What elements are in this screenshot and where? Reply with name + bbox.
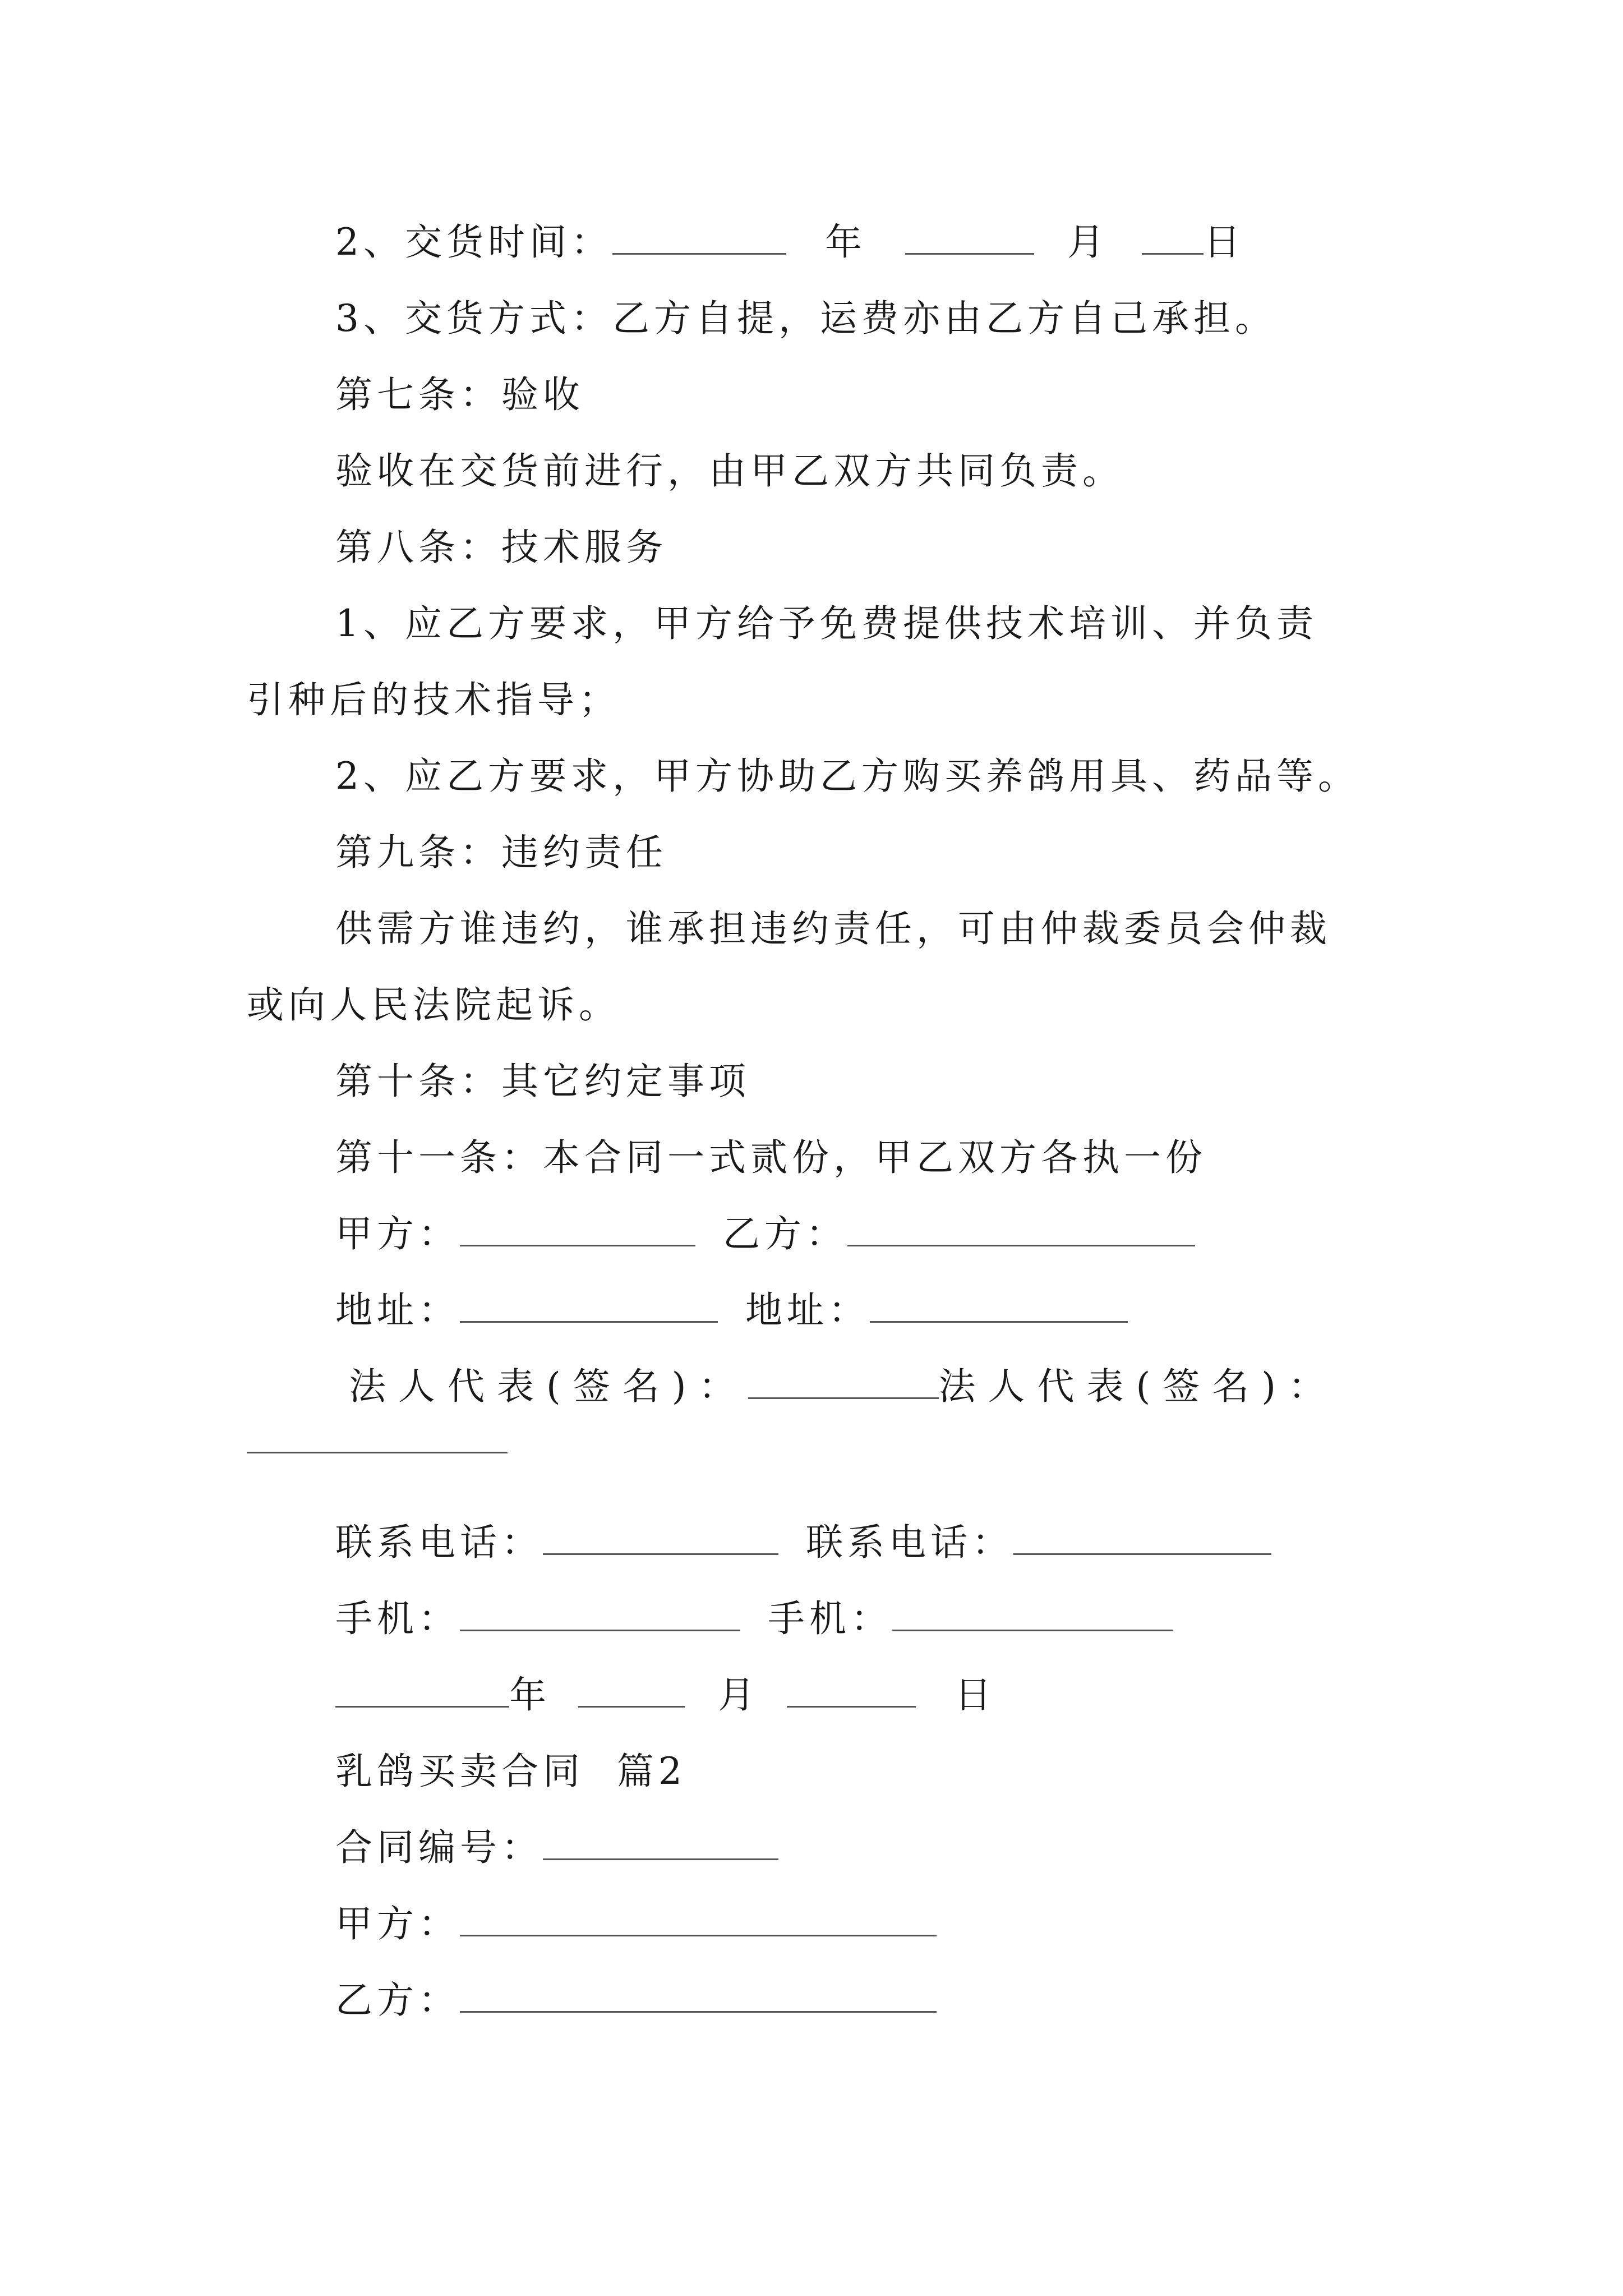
date-year-blank (335, 1673, 509, 1708)
article-7-body: 验收在交货前进行，由甲乙双方共同负责。 (335, 449, 1124, 493)
phone-b-blank (1013, 1521, 1271, 1555)
address-b-label: 地址： (745, 1289, 870, 1332)
article-8-item-2: 2、应乙方要求，甲方协助乙方购买养鸽用具、药品等。 (335, 754, 1359, 798)
date-day-label: 日 (954, 1673, 996, 1717)
date-day-blank (787, 1673, 916, 1708)
delivery-day-label: 日 (1203, 220, 1245, 264)
legal-rep-b-blank (247, 1446, 508, 1453)
date-year-label: 年 (509, 1673, 551, 1717)
delivery-day-blank (1142, 220, 1204, 255)
article-9-body-cont: 或向人民法院起诉。 (247, 983, 620, 1027)
contract-2-title: 乳鸽买卖合同 篇2 (335, 1750, 686, 1793)
article-8-item-1-cont: 引种后的技术指导； (247, 678, 620, 721)
mobile-b-label: 手机： (767, 1597, 892, 1640)
article-8-item-1: 1、应乙方要求，甲方给予免费提供技术培训、并负责 (335, 602, 1318, 645)
party-a-label: 甲方： (335, 1212, 460, 1255)
c2-party-a-line (335, 1902, 937, 1947)
article-11: 第十一条：本合同一式贰份，甲乙双方各执一份 (335, 1136, 1207, 1179)
article-9-title: 第九条：违约责任 (335, 831, 667, 874)
date-month-label: 月 (717, 1673, 759, 1717)
phone-b-label: 联系电话： (805, 1521, 1013, 1564)
legal-rep-a-blank (748, 1365, 939, 1399)
c2-party-b-line (335, 1978, 937, 2023)
contract-number-blank (543, 1826, 778, 1860)
c2-party-b-label: 乙方： (335, 1978, 460, 2022)
phone-a-blank (543, 1521, 778, 1555)
contract-number-line (335, 1825, 778, 1870)
date-line (335, 1673, 996, 1718)
address-b-blank (870, 1289, 1128, 1323)
date-month-blank (578, 1673, 685, 1708)
phone-line (335, 1520, 1271, 1565)
delivery-time-label: 2、交货时间： (335, 220, 612, 264)
c2-party-a-label: 甲方： (335, 1902, 460, 1945)
c2-party-b-blank (460, 1978, 937, 2013)
address-line (335, 1288, 1128, 1333)
delivery-time-line (335, 220, 1245, 265)
legal-rep-a-label: 法人代表(签名)： (349, 1365, 748, 1408)
delivery-year-label: 年 (824, 220, 866, 264)
delivery-month-blank (905, 220, 1034, 255)
mobile-line (335, 1596, 1173, 1641)
address-a-label: 地址： (335, 1289, 460, 1332)
article-8-title: 第八条：技术服务 (335, 526, 667, 569)
legal-rep-b-label: 法人代表(签名)： (938, 1365, 1338, 1408)
article-9-body: 供需方谁违约，谁承担违约责任，可由仲裁委员会仲裁 (335, 907, 1331, 950)
delivery-month-label: 月 (1067, 220, 1109, 264)
article-7-title: 第七条：验收 (335, 373, 584, 416)
legal-rep-line (349, 1364, 1338, 1409)
party-b-blank (847, 1212, 1195, 1246)
parties-line (335, 1212, 1195, 1257)
delivery-year-blank (612, 220, 786, 255)
c2-party-a-blank (460, 1902, 937, 1936)
party-b-label: 乙方： (722, 1212, 847, 1255)
phone-a-label: 联系电话： (335, 1521, 543, 1564)
mobile-a-blank (460, 1597, 740, 1631)
contract-number-label: 合同编号： (335, 1826, 543, 1869)
address-a-blank (460, 1289, 718, 1323)
mobile-b-blank (892, 1597, 1173, 1631)
party-a-blank (460, 1212, 695, 1246)
mobile-a-label: 手机： (335, 1597, 460, 1640)
delivery-method: 3、交货方式：乙方自提，运费亦由乙方自己承担。 (335, 297, 1276, 340)
article-10-title: 第十条：其它约定事项 (335, 1060, 750, 1103)
